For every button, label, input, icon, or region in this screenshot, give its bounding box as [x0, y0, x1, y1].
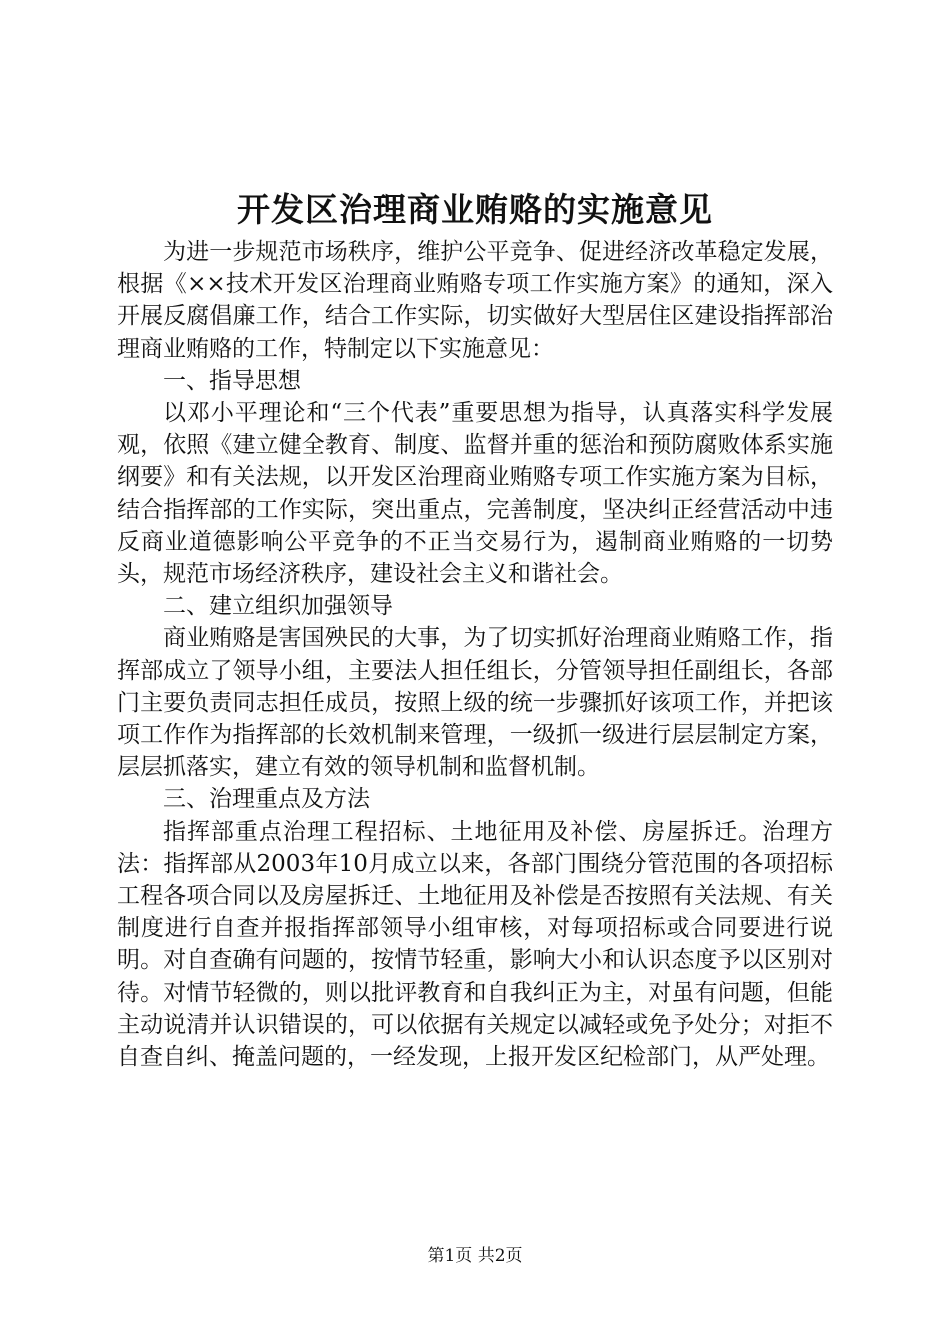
document-title: 开发区治理商业贿赂的实施意见	[237, 190, 713, 229]
section-heading-key-points: 三、治理重点及方法	[163, 786, 370, 813]
section-heading-guiding-ideology: 一、指导思想	[163, 367, 301, 394]
guiding-ideology-paragraph: 以邓小平理论和“三个代表”重要思想为指导，认真落实科学发展观，依照《建立健全教育、制度、监督并重的惩治和预防腐败体系实施纲要》和有关法规，以开发区治理商业贿赂专项工作实施方案为目标，结合指挥部的工作实际，突出重点，完善制度，坚决纠正经营活动中违反商业道德影响公平竞争的不正当交易行为，遏制商业贿赂的一切势头，规范市场经济秩序，建设社会主义和谐社会。	[117, 400, 833, 588]
page-indicator: 第1页 共2页	[427, 1246, 523, 1266]
key-points-paragraph: 指挥部重点治理工程招标、土地征用及补偿、房屋拆迁。治理方法：指挥部从2003年10月成立以来，各部门围绕分管范围的各项招标工程各项合同以及房屋拆迁、土地征用及补偿是否按照有关法规、有关制度进行自查并报指挥部领导小组审核，对每项招标或合同要进行说明。对自查确有问题的，按情节轻重，影响大小和认识态度予以区别对待。对情节轻微的，则以批评教育和自我纠正为主，对虽有问题，但能主动说清并认识错误的，可以依据有关规定以减轻或免予处分；对拒不自查自纠、掩盖问题的，一经发现，上报开发区纪检部门，从严处理。	[117, 818, 833, 1071]
section-heading-organization: 二、建立组织加强领导	[163, 593, 393, 620]
intro-paragraph: 为进一步规范市场秩序，维护公平竞争、促进经济改革稳定发展，根据《××技术开发区治理商业贿赂专项工作实施方案》的通知，深入开展反腐倡廉工作，结合工作实际，切实做好大型居住区建设指挥部治理商业贿赂的工作，特制定以下实施意见：	[117, 239, 833, 362]
document-body	[117, 236, 833, 1073]
organization-paragraph: 商业贿赂是害国殃民的大事，为了切实抓好治理商业贿赂工作，指挥部成立了领导小组，主要法人担任组长，分管领导担任副组长，各部门主要负责同志担任成员，按照上级的统一步骤抓好该项工作，并把该项工作作为指挥部的长效机制来管理，一级抓一级进行层层制定方案，层层抓落实，建立有效的领导机制和监督机制。	[117, 625, 833, 781]
